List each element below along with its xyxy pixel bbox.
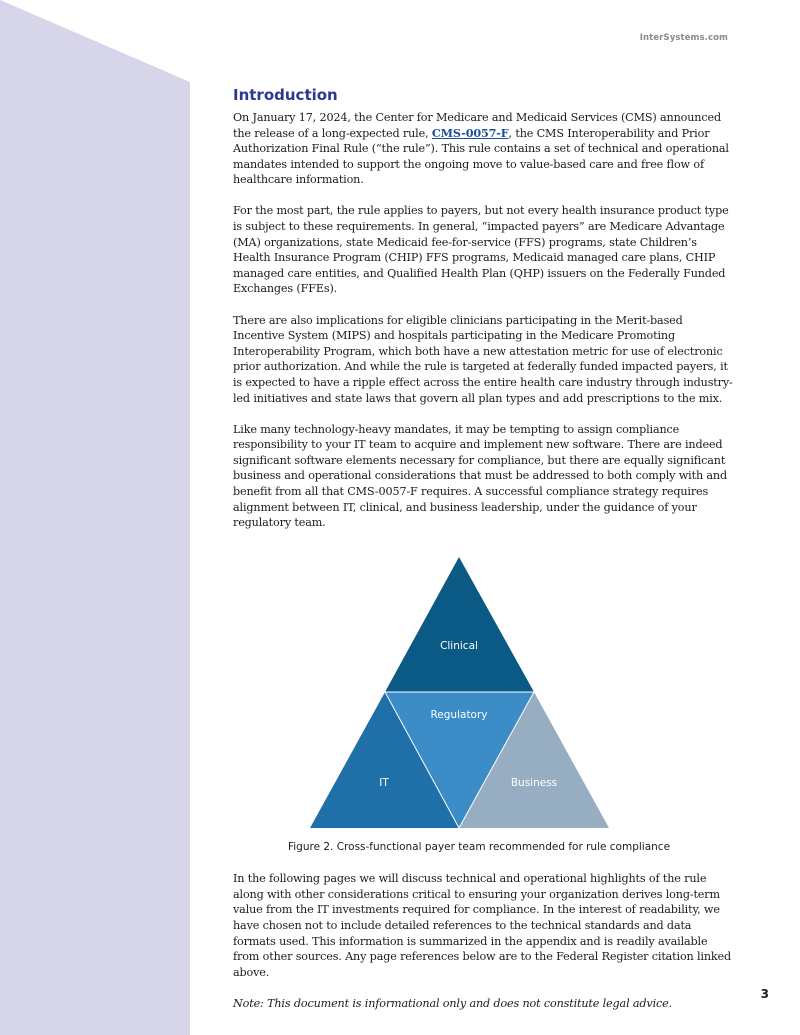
p1-text-end: , the CMS Interoperability and Prior Authorization Final Rule (“the rule”). This rule contains a set of technical and operational mandates intended to support the ongoing move to value-based care and free flow of healthcare information. xyxy=(233,126,729,187)
section-title: Introduction xyxy=(233,86,338,104)
it-label: IT xyxy=(379,777,389,790)
cms-rule-link[interactable]: CMS-0057-F xyxy=(431,125,509,140)
figure-caption: Figure 2. Cross-functional payer team recommended for rule compliance xyxy=(287,841,671,854)
main-content xyxy=(233,86,733,1012)
paragraph-2: For the most part, the rule applies to payers, but not every health insurance product type is subject to these requirements. In general, “impacted payers” are Medicare Advantage (MA) organizations, state Medicaid fee-for-service (FFS) programs, state Children’s Health Insurance Program (CHIP) FFS programs, Medicaid managed care plans, CHIP managed care entities, and Qualified Health Plan (QHP) issuers on the Federally Funded Exchanges (FFEs). xyxy=(233,204,729,296)
paragraph-3: There are also implications for eligible clinicians participating in the Merit-based Incentive System (MIPS) and hospitals participating in the Medicare Promoting Interoperability Program, which both have a new attestation metric for use of electronic prior authorization. And while the rule is targeted at federally funded impacted payers, it is expected to have a ripple effect across the entire health care industry through industry-led initiatives and state laws that govern all plan types and add prescriptions to the mix. xyxy=(233,313,733,405)
clinical-triangle xyxy=(385,557,534,692)
clinical-label: Clinical xyxy=(440,640,478,653)
legal-note: Note: This document is informational only and does not constitute legal advice. xyxy=(233,996,673,1010)
page-number: 3 xyxy=(760,987,769,1001)
paragraph-1 xyxy=(233,110,733,188)
business-label: Business xyxy=(510,777,558,790)
decorative-side-band xyxy=(0,0,190,1035)
paragraph-4: Like many technology-heavy mandates, it may be tempting to assign compliance responsibility to your IT team to acquire and implement new software. There are indeed significant software elements necessary for compliance, but there are equally significant business and operational considerations that must be addressed to both comply with and benefit from all that CMS-0057-F requires. A successful compliance strategy requires alignment between IT, clinical, and business leadership, under the guidance of your regulatory team. xyxy=(233,422,728,530)
p1-text-start: On January 17, 2024, the Center for Medicare and Medicaid Services (CMS) announced the release of a long-expected rule, xyxy=(233,111,721,140)
site-url[interactable]: InterSystems.com xyxy=(639,33,728,43)
regulatory-label: Regulatory xyxy=(430,709,488,722)
paragraph-5: In the following pages we will discuss technical and operational highlights of the rule along with other considerations critical to ensuring your organization derives long-term value from the IT investments required for compliance. In the interest of readability, we have chosen not to include detailed references to the technical standards and data formats used. This information is summarized in the appendix and is readily available from other sources. Any page references below are to the Federal Register citation linked above. xyxy=(233,872,732,979)
triangle-diagram xyxy=(233,546,733,828)
compliance-triangle-figure xyxy=(233,546,733,828)
